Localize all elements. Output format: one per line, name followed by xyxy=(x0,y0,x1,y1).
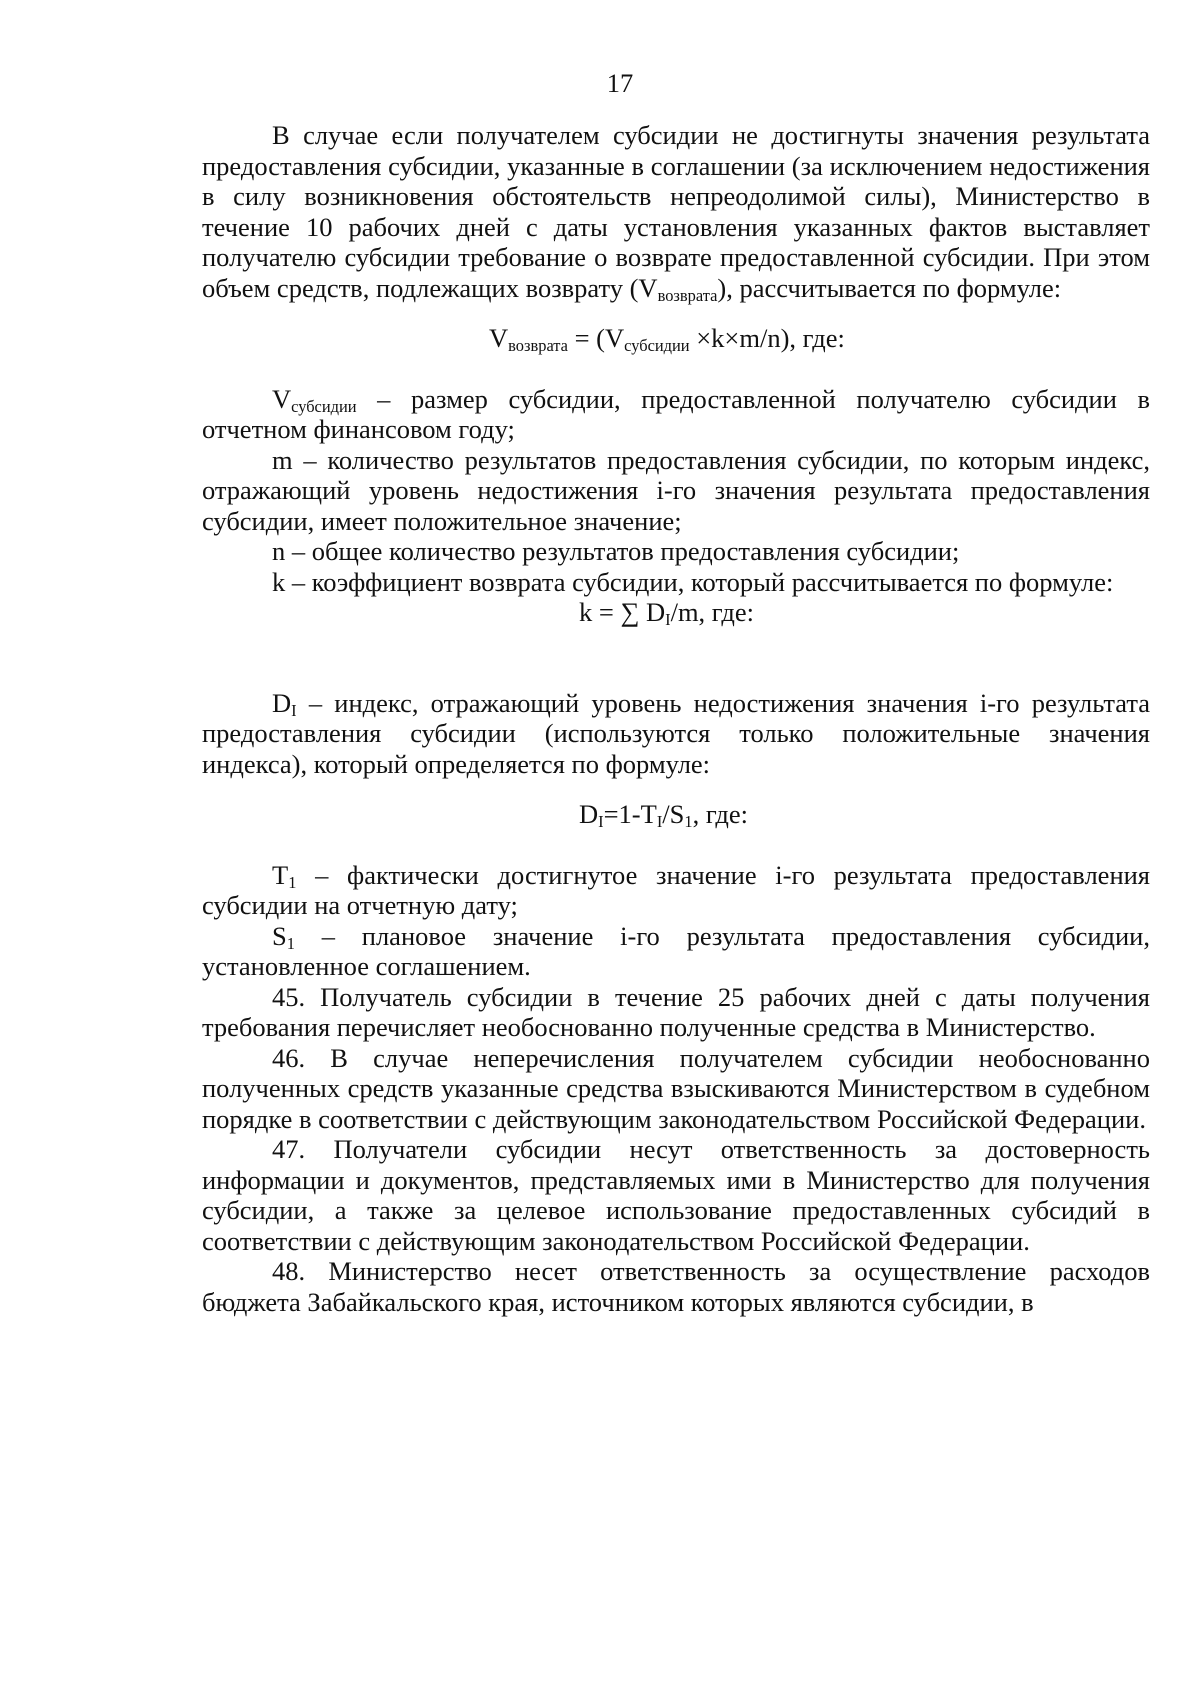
formula-refund-volume: $V_{возврата} = (V_{субсидии} \times k\times m/n)$, где: xyxy=(489,323,845,356)
document-body xyxy=(202,120,1150,1317)
paragraph-45: 45. Получатель субсидии в течение 25 рабочих дней с даты получения требования перечисляет необоснованно полученные средства в Министерство. xyxy=(202,981,1150,1042)
definition-m: m – количество результатов предоставления субсидии, по которым индекс, отражающий уровень недостижения i-го значения результата предоставления субсидии, имеет положительное значение; xyxy=(202,444,1150,536)
definition-t: $T_1$ – фактически достигнутое значение i-го результата предоставления субсидии на отчетную дату; xyxy=(202,859,1150,920)
page-number: 17 xyxy=(606,68,634,98)
definition-n: n – общее количество результатов предоставления субсидии; xyxy=(272,536,960,566)
paragraph-46: 46. В случае неперечисления получателем субсидии необоснованно полученных средств указанные средства взыскиваются Министерством в судебном порядке в соответствии с действующим законодательством Российской Федерации. xyxy=(202,1042,1150,1134)
definition-k: k – коэффициент возврата субсидии, который рассчитывается по формуле: xyxy=(272,566,1114,597)
definition-v-subsidy: $V_{субсидии}$ – размер субсидии, предоставленной получателю субсидии в отчетном финансовом году; xyxy=(202,383,1150,444)
definition-d: $D_I$ – индекс, отражающий уровень недостижения значения i-го результата предоставления субсидии (используются только положительные значения индекса), который определяется по формуле: xyxy=(202,687,1150,779)
paragraph-refund-condition: В случае если получателем субсидии не достигнуты значения результата предоставления субсидии, указанные в соглашении (за исключением недостижения в силу возникновения обстоятельств непреодолимой силы), Министерство в течение 10 рабочих дней с даты установления указанных фактов выставляет получателю субсидии требование о возврате предоставленной субсидии. При этом объем средств, подлежащих возврату $(V_{возврата})$, рассчитывается по формуле: xyxy=(202,120,1150,305)
paragraph-48: 48. Министерство несет ответственность за осуществление расходов бюджета Забайкальского края, источником которых являются субсидии, в xyxy=(202,1256,1150,1317)
formula-k: k = ∑ $D_I/m$, где: xyxy=(579,597,754,630)
definition-s: $S_1$ – плановое значение i-го результата предоставления субсидии, установленное соглашением. xyxy=(202,920,1150,981)
paragraph-47: 47. Получатели субсидии несут ответственность за достоверность информации и документов, представляемых ими в Министерство для получения субсидии, а также за целевое использование предоставленных субсидий в соответствии с действующим законодательством Российской Федерации. xyxy=(202,1134,1150,1256)
formula-d: $D_I=1-T_I/S_1$, где: xyxy=(579,799,749,832)
